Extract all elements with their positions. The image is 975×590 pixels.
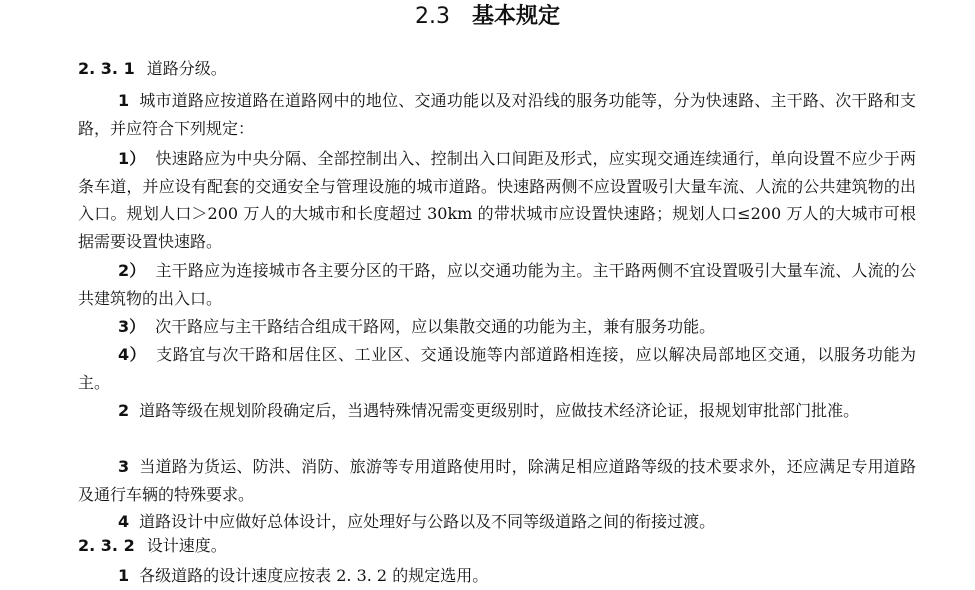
item-number: 1 [118,91,130,110]
item-text: 当道路为货运、防洪、消防、旅游等专用道路使用时，除满足相应道路等级的技术要求外，还应满足专用道路及通行车辆的特殊要求。 [78,457,916,504]
section-heading [0,2,975,32]
subitem-3 [78,313,916,341]
section-number: 2.3 [414,4,450,29]
subitem-1 [78,145,916,255]
clause-item-3 [78,453,916,508]
item-number: 3 [118,457,130,476]
clause-heading-2-3-2 [78,535,227,557]
clause-number: 2. 3. 1 [78,59,135,78]
clause-item-4 [78,508,916,536]
clause-item-1 [78,87,916,142]
subitem-4 [78,341,916,396]
subitem-number: 2） [118,261,146,280]
item-text: 道路设计中应做好总体设计，应处理好与公路以及不同等级道路之间的衔接过渡。 [139,512,716,531]
clause-number: 2. 3. 2 [78,536,135,555]
item-number: 2 [118,401,130,420]
item-number: 1 [118,566,130,585]
subitem-text: 次干路应与主干路结合组成干路网，应以集散交通的功能为主，兼有服务功能。 [155,317,716,336]
subitem-text: 快速路应为中央分隔、全部控制出入、控制出入口间距及形式，应实现交通连续通行，单向设置不应少于两条车道，并应设有配套的交通安全与管理设施的城市道路。快速路两侧不应设置吸引大量车流、人流的公共建筑物的出入口。规划人口＞200 万人的大城市和长度超过 30km 的带状城市应设置快速路；规划人口≤200 万人的大城市可根据需要设置快速路。 [78,149,916,251]
clause-item-2 [78,397,916,425]
item-text: 道路等级在规划阶段确定后，当遇特殊情况需变更级别时，应做技术经济论证，报规划审批部门批准。 [139,401,860,420]
item-number: 4 [118,512,130,531]
clause-title: 设计速度。 [146,536,227,555]
subitem-number: 4） [118,345,147,364]
item-text: 各级道路的设计速度应按表 2. 3. 2 的规定选用。 [139,566,489,585]
item-text: 城市道路应按道路在道路网中的地位、交通功能以及对沿线的服务功能等，分为快速路、主干路、次干路和支路，并应符合下列规定： [78,91,916,138]
clause-title: 道路分级。 [146,59,227,78]
subitem-number: 1） [118,149,146,168]
subitem-text: 支路宜与次干路和居住区、工业区、交通设施等内部道路相连接，应以解决局部地区交通，以服务功能为主。 [78,345,916,392]
clause-heading-2-3-1 [78,58,227,80]
subitem-2 [78,257,916,312]
section-title: 基本规定 [471,4,560,29]
clause-2-3-2-item-1 [78,562,916,590]
subitem-text: 主干路应为连接城市各主要分区的干路，应以交通功能为主。主干路两侧不宜设置吸引大量车流、人流的公共建筑物的出入口。 [78,261,916,308]
subitem-number: 3） [118,317,146,336]
